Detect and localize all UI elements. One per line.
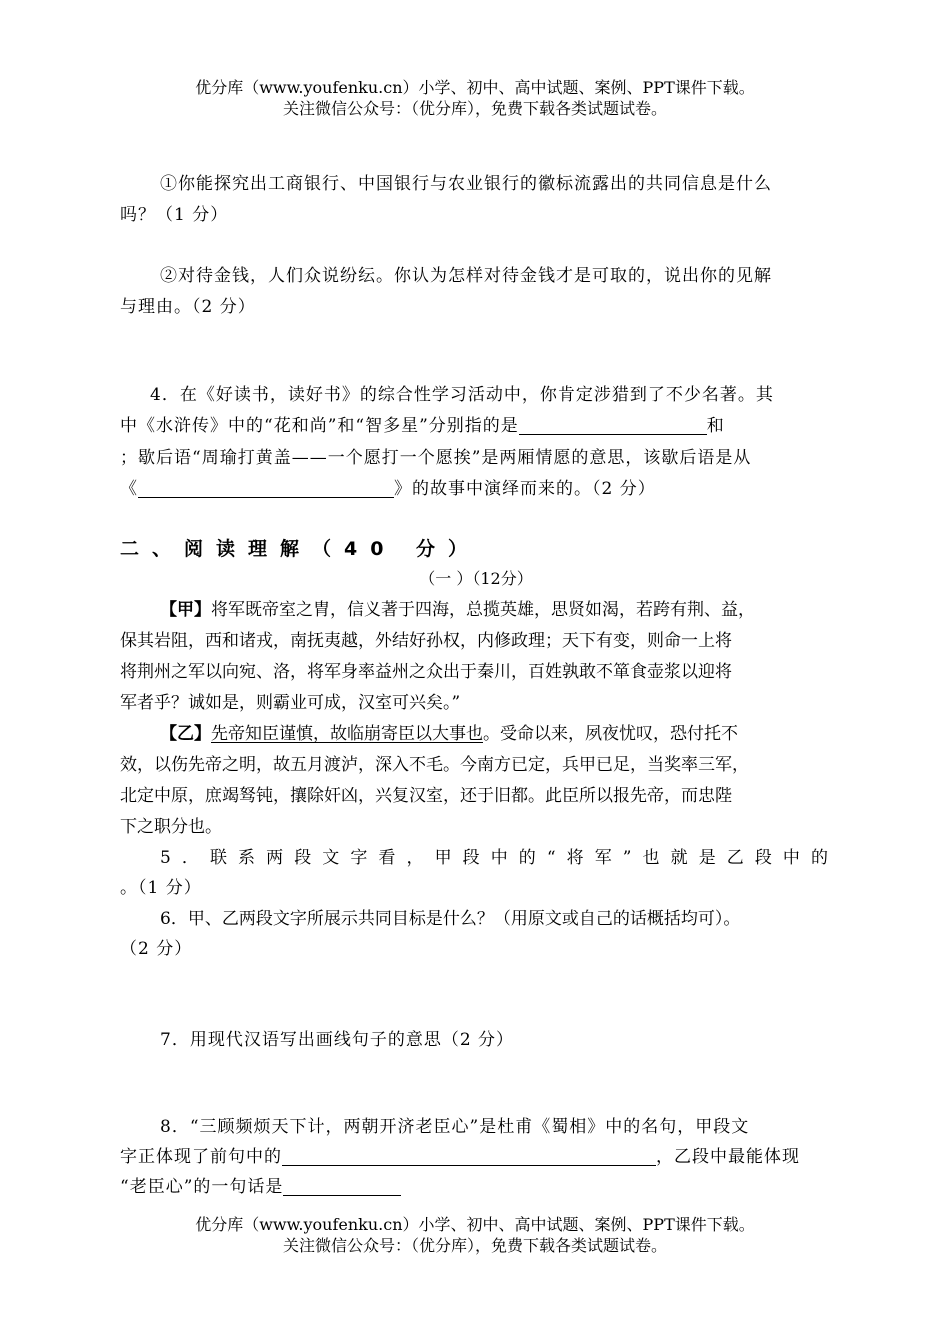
passage-jia-line2: 保其岩阻，西和诸戎，南抚夷越，外结好孙权，内修政理；天下有变，则命一上将 xyxy=(120,631,732,651)
q8-answer-blank-1[interactable] xyxy=(282,1147,656,1166)
q4-line4 xyxy=(120,477,832,501)
q3-part2-line1: ②对待金钱，人们众说纷纭。你认为怎样对待金钱才是可取的，说出你的见解 xyxy=(160,266,772,286)
section-title: 二、阅读理解（40 分） xyxy=(120,538,481,560)
footer-line-2: 关注微信公众号：（优分库），免费下载各类试题试卷。 xyxy=(282,1236,667,1255)
q5-line2: 。（1 分） xyxy=(120,878,202,898)
q3-part1-line2: 吗？（1 分） xyxy=(120,205,229,225)
underlined-sentence: 先帝知臣谨慎，故临崩寄臣以大事也 xyxy=(211,724,483,744)
q8-line2 xyxy=(120,1145,832,1169)
q4-line1: 4．在《好读书，读好书》的综合性学习活动中，你肯定涉猎到了不少名著。其 xyxy=(150,385,774,405)
passage-jia-line3: 将荆州之军以向宛、洛，将军身率益州之众出于秦川，百姓孰敢不箪食壶浆以迎将 xyxy=(120,662,732,682)
section-subtitle: （一 ）（12分） xyxy=(419,569,533,588)
q4-line2-and: 和 xyxy=(706,416,725,436)
passage-yi-tag: 【乙】 xyxy=(160,724,211,744)
q4-answer-blank-1[interactable] xyxy=(519,416,707,435)
q4-line4-open: 《 xyxy=(120,479,138,499)
q4-line2-text: 中《水浒传》中的“花和尚”和“智多星”分别指的是 xyxy=(120,416,519,436)
q8-line2-rest: ，乙段中最能体现 xyxy=(656,1147,800,1167)
q8-answer-blank-2[interactable] xyxy=(283,1177,401,1196)
passage-yi-line3: 北定中原，庶竭驽钝，攘除奸凶，兴复汉室，还于旧都。此臣所以报先帝，而忠陛 xyxy=(120,786,732,806)
q4-line2 xyxy=(120,414,832,438)
passage-jia-tag: 【甲】 xyxy=(160,600,211,620)
q4-line3: ；歇后语“周瑜打黄盖——一个愿打一个愿挨”是两厢情愿的意思，该歇后语是从 xyxy=(120,448,752,468)
q8-line1: 8．“三顾频烦天下计，两朝开济老臣心”是杜甫《蜀相》中的名句，甲段文 xyxy=(160,1117,750,1137)
q6-line1: 6．甲、乙两段文字所展示共同目标是什么？（用原文或自己的话概括均可）。 xyxy=(160,909,741,929)
q8-line3-text: “老臣心”的一句话是 xyxy=(120,1177,284,1197)
passage-yi-line4: 下之职分也。 xyxy=(120,817,222,837)
q6-line2: （2 分） xyxy=(120,939,193,959)
q5-line1: 5．联系两段文字看，甲段中的“将军”也就是乙段中的 xyxy=(160,848,828,868)
header-line-1: 优分库（www.youfenku.cn）小学、初中、高中试题、案例、PPT课件下载。 xyxy=(195,78,755,97)
q3-part2-line2: 与理由。（2 分） xyxy=(120,297,256,317)
passage-yi-text: 。受命以来，夙夜忧叹，恐付托不 xyxy=(483,724,738,744)
passage-jia-text: 将军既帝室之胄，信义著于四海，总揽英雄，思贤如渴，若跨有荆、益， xyxy=(211,600,755,620)
header-line-2: 关注微信公众号：（优分库），免费下载各类试题试卷。 xyxy=(282,99,667,118)
q4-answer-blank-2[interactable] xyxy=(138,479,394,498)
passage-jia-line1 xyxy=(160,598,840,622)
q7-line1: 7．用现代汉语写出画线句子的意思（2 分） xyxy=(160,1030,515,1050)
passage-jia-line4: 军者乎？诚如是，则霸业可成，汉室可兴矣。” xyxy=(120,693,461,713)
q4-line4-rest: 》的故事中演绎而来的。（2 分） xyxy=(394,479,656,499)
passage-yi-line1 xyxy=(160,722,840,746)
q8-line3 xyxy=(120,1175,832,1199)
q8-line2-text: 字正体现了前句中的 xyxy=(120,1147,282,1167)
q3-part1-line1: ①你能探究出工商银行、中国银行与农业银行的徽标流露出的共同信息是什么 xyxy=(160,174,772,194)
passage-yi-line2: 效，以伤先帝之明，故五月渡泸，深入不毛。今南方已定，兵甲已足，当奖率三军， xyxy=(120,755,749,775)
footer-line-1: 优分库（www.youfenku.cn）小学、初中、高中试题、案例、PPT课件下载。 xyxy=(195,1215,755,1234)
